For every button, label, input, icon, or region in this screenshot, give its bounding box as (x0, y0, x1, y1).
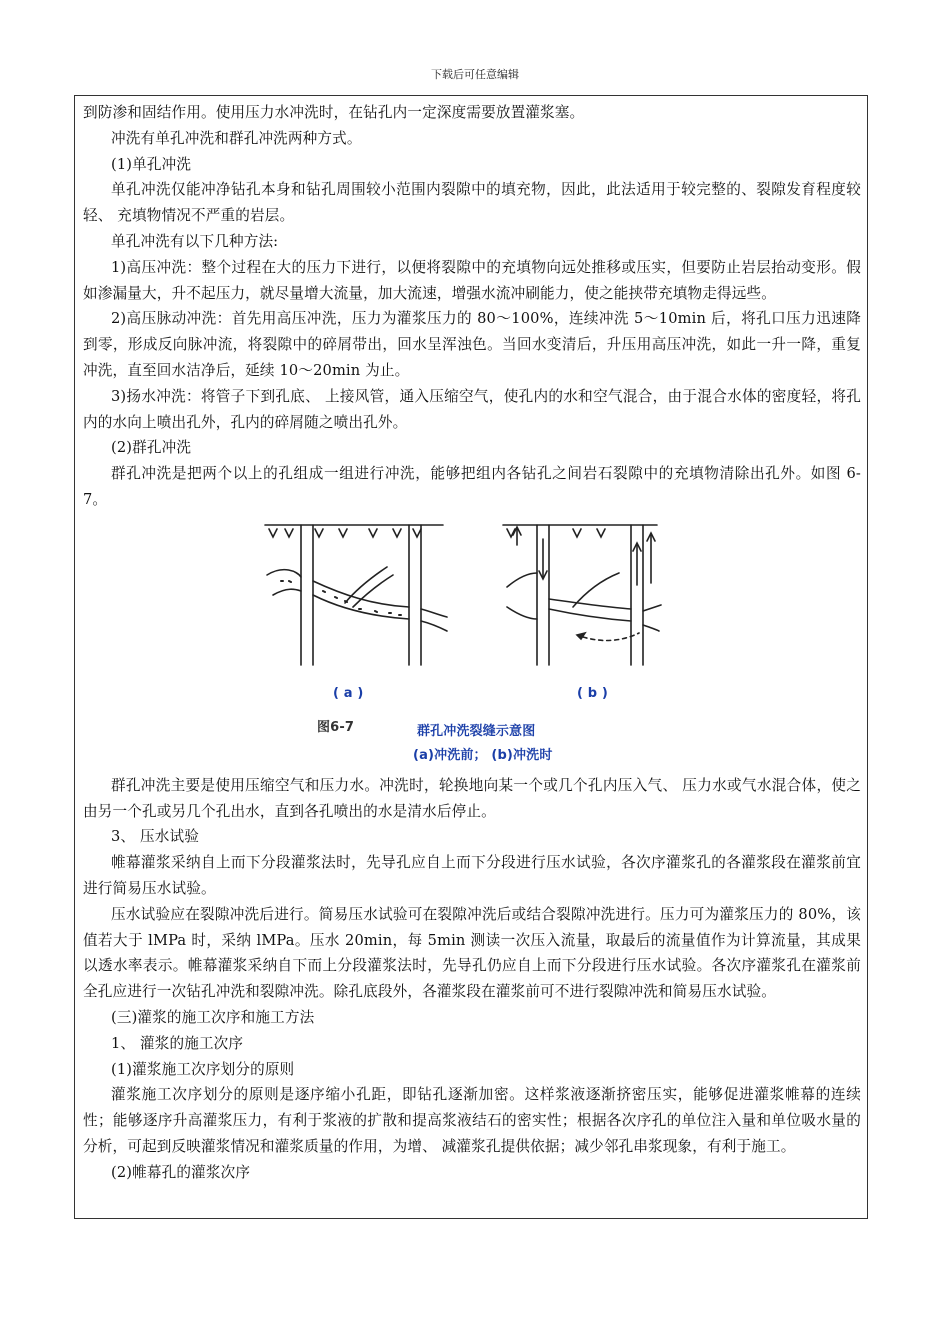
section-heading: (2)群孔冲洗 (111, 439, 192, 457)
fracture-b3 (549, 609, 631, 621)
paragraph: 压水试验应在裂隙冲洗后进行。简易压水试验可在裂隙冲洗后或结合裂隙冲洗进行。压力可为灌浆压力的 80%，该值若大于 lMPa 时，采纳 lMPa。压水 20min，每 5min 测读一次压入流量，取最后的流量值作为计算流量，其成果以透水率表示。帷幕灌浆采纳自下而上分段灌浆法时，先导孔仍应自上而下分段进行压水试验。各次序灌浆孔在灌浆前全孔应进行一次钻孔冲洗和裂隙冲洗。除孔底段外，各灌浆段在灌浆前可不进行裂隙冲洗和简易压水试验。 (83, 905, 861, 1001)
section-heading: (三)灌浆的施工次序和施工方法 (111, 1008, 315, 1026)
section-heading: 3、 压水试验 (111, 828, 199, 846)
figure-subtitle: (a)冲洗前； (b)冲洗时 (413, 747, 553, 763)
fracture-a3 (313, 581, 409, 607)
fracture-b1 (507, 573, 537, 587)
fracture-b7 (507, 607, 537, 619)
borehole-a2 (409, 525, 421, 665)
figure-number: 图6-7 (317, 719, 355, 735)
figure-title: 群孔冲洗裂缝示意图 (417, 723, 536, 739)
paragraph: 3)扬水冲洗：将管子下到孔底、 上接风管，通入压缩空气，使孔内的水和空气混合，由于混合水体的密度轻，将孔内的水向上喷出孔外，孔内的碎屑随之喷出孔外。 (83, 387, 861, 431)
fracture-a7 (345, 567, 387, 603)
borehole-a1 (301, 525, 313, 665)
section-heading: 1、 灌浆的施工次序 (111, 1034, 244, 1052)
fracture-b5 (643, 605, 661, 611)
fracture-b6 (643, 625, 659, 631)
fracture-a6 (421, 621, 447, 631)
figure-label-b: ( b ) (577, 685, 608, 701)
page-header: 下载后可任意编辑 (431, 68, 519, 81)
paragraph: 单孔冲洗仅能冲净钻孔本身和钻孔周围较小范围内裂隙中的填充物，因此，此法适用于较完整的、裂隙发育程度较轻、 充填物情况不严重的岩层。 (83, 181, 861, 225)
flow-arrowhead (577, 633, 585, 639)
paragraph: 冲洗有单孔冲洗和群孔冲洗两种方式。 (111, 129, 362, 147)
paragraph: 群孔冲洗主要是使用压缩空气和压力水。冲洗时，轮换地向某一个或几个孔内压入气、 压力水或气水混合体，使之由另一个孔或另几个孔出水，直到各孔喷出的水是清水后停止。 (83, 776, 861, 820)
content-frame (74, 95, 868, 1219)
fracture-a5 (421, 609, 447, 617)
section-heading: (2)帷幕孔的灌浆次序 (111, 1163, 251, 1181)
fracture-a2 (273, 589, 301, 595)
fracture-a1 (267, 569, 301, 576)
figure-6-7 (83, 515, 861, 769)
paragraph: 单孔冲洗有以下几种方法: (111, 232, 279, 250)
paragraph: 到防渗和固结作用。使用压力水冲洗时，在钻孔内一定深度需要放置灌浆塞。 (83, 104, 585, 121)
figure-label-a: ( a ) (333, 685, 364, 701)
fracture-b4 (573, 573, 619, 607)
document-body (83, 100, 861, 1186)
section-heading: (1)灌浆施工次序划分的原则 (111, 1060, 295, 1078)
ground-surface-b (503, 525, 657, 537)
paragraph: 2)高压脉动冲洗：首先用高压冲洗，压力为灌浆压力的 80～100%，连续冲洗 5～10min 后，将孔口压力迅速降到零，形成反向脉冲流，将裂隙中的碎屑带出，回水呈浑浊色。当回水变清后，升压用高压冲洗，如此一升一降，重复冲洗，直至回水洁净后，延续 10～20min 为止。 (83, 310, 861, 379)
paragraph: 灌浆施工次序划分的原则是逐序缩小孔距，即钻孔逐渐加密。这样浆液逐渐挤密压实，能够促进灌浆帷幕的连续性；能够逐序升高灌浆压力，有利于浆液的扩散和提高浆液结石的密实性；根据各次序孔的单位注入量和单位吸水量的分析，可起到反映灌浆情况和灌浆质量的作用，为增、 减灌浆孔提供依据；减少邻孔串浆现象，有利于施工。 (83, 1086, 861, 1155)
paragraph: 群孔冲洗是把两个以上的孔组成一组进行冲洗，能够把组内各钻孔之间岩石裂隙中的充填物清除出孔外。如图 6-7。 (83, 465, 861, 508)
paragraph: 1)高压冲洗：整个过程在大的压力下进行，以便将裂隙中的充填物向远处推移或压实，但要防止岩层抬动变形。假如渗漏量大，升不起压力，就尽量增大流量，加大流速，增强水流冲刷能力，使之能挟带充填物走得远些。 (83, 258, 861, 302)
fracture-b2 (549, 599, 631, 609)
section-heading: (1)单孔冲洗 (111, 155, 192, 173)
paragraph: 帷幕灌浆采纳自上而下分段灌浆法时，先导孔应自上而下分段进行压水试验，各次序灌浆孔的各灌浆段在灌浆前宜进行简易压水试验。 (83, 854, 861, 897)
ground-surface-a (265, 525, 443, 537)
